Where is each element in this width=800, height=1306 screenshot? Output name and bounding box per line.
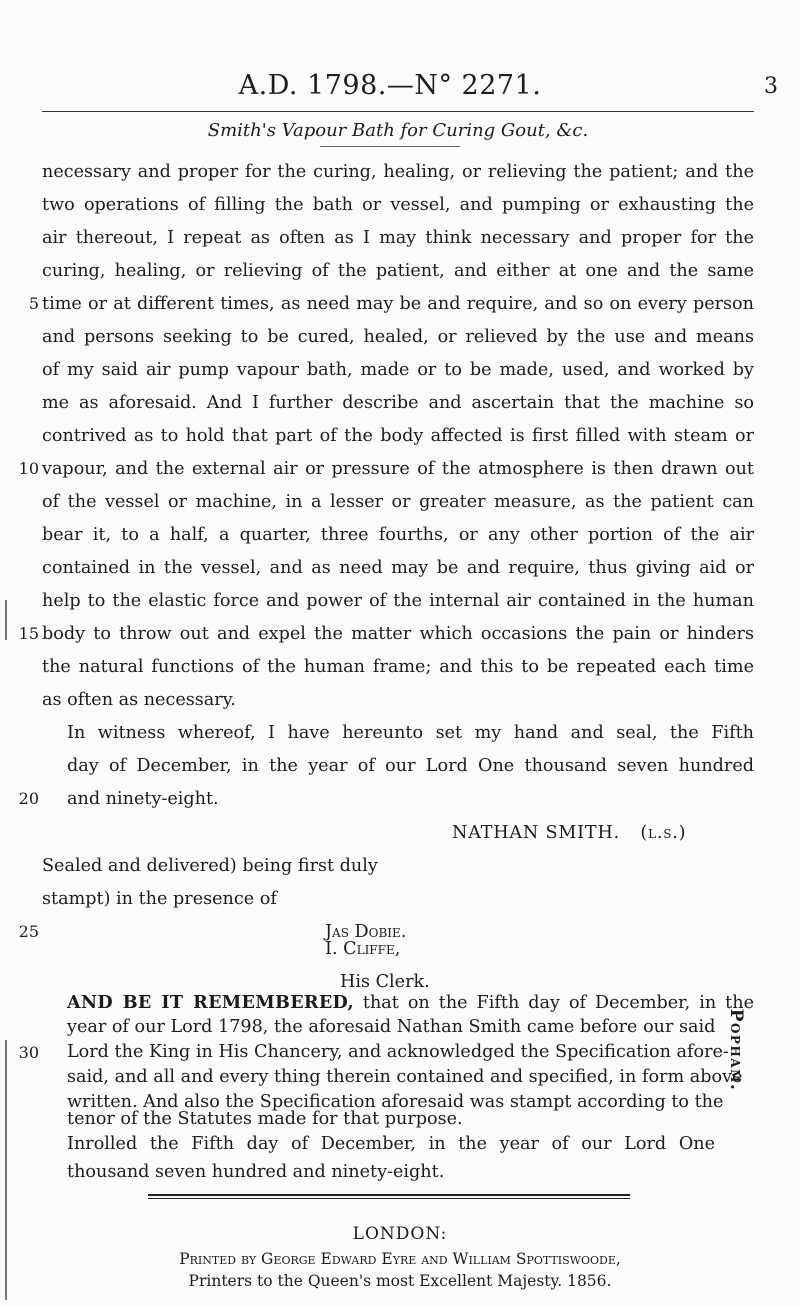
body-line: of my said air pump vapour bath, made or to be made, used, and worked by [42,360,754,380]
body-line: as often as necessary. [42,690,236,710]
remembrance-line: said, and all and every thing therein contained and specified, in form above [67,1067,743,1087]
line-number: 15 [18,624,39,643]
line-number: 20 [18,789,39,808]
witness-line: day of December, in the year of our Lord One thousand seven hundred [67,756,754,776]
body-line: bear it, to a half, a quarter, three fourths, or any other portion of the air [42,525,754,545]
signatory-name [452,820,686,846]
body-line: the natural functions of the human frame; and this to be repeated each time [42,657,754,677]
line-number: 5 [28,294,39,313]
signatory-name-text: NATHAN SMITH. [452,823,620,843]
remembrance-opening: AND BE IT REMEMBERED, [67,992,354,1013]
body-line: and persons seeking to be cured, healed, or relieved by the use and means [42,327,754,347]
body-line: curing, healing, or relieving of the patient, and either at one and the same [42,261,754,281]
body-line: contrived as to hold that part of the body affected is first filled with steam or [42,426,754,446]
body-line: two operations of filling the bath or vessel, and pumping or exhausting the [42,195,754,215]
witness-signature: I. Cliffe, [325,939,401,959]
remembrance-line [67,990,754,1016]
page-subtitle: Smith's Vapour Bath for Curing Gout, &c. [207,120,589,141]
header-rule [42,111,754,112]
body-line: help to the elastic force and power of the internal air contained in the human [42,591,754,611]
line-number: 25 [18,922,39,941]
imprint-place: LONDON: [352,1224,448,1244]
margin-note-text: Popham. [726,1008,746,1092]
remembrance-line: written. And also the Specification aforesaid was stampt according to the [67,1092,724,1112]
body-line: contained in the vessel, and as need may be and require, thus giving aid or [42,558,754,578]
body-line: time or at different times, as need may be and require, and so on every person [42,294,754,314]
body-line: necessary and proper for the curing, healing, or relieving the patient; and the [42,162,754,182]
seal-mark: (l.s.) [640,823,687,843]
line-number: 30 [18,1043,39,1062]
sealed-delivered-line: Sealed and delivered) being first duly [42,856,378,876]
inrolment-line: thousand seven hundred and ninety-eight. [67,1162,445,1182]
imprint-printer [0,1250,800,1268]
page-number: 3 [764,74,778,99]
body-line: me as aforesaid. And I further describe and ascertain that the machine so [42,393,754,413]
body-line: air thereout, I repeat as often as I may think necessary and proper for the [42,228,754,248]
witness-signature: Jas Dobie. [325,922,407,942]
remembrance-line: year of our Lord 1798, the aforesaid Nathan Smith came before our said [67,1017,716,1037]
margin-note [716,1000,756,1100]
witness-line: In witness whereof, I have hereunto set my hand and seal, the Fifth [67,723,754,743]
scan-edge-mark [5,600,7,640]
subtitle-rule [320,146,460,147]
remembrance-line-rest: that on the Fifth day of December, in the [353,993,754,1013]
witness-role: His Clerk. [340,972,430,992]
footer-rule-thin [148,1198,630,1199]
body-line: body to throw out and expel the matter which occasions the pain or hinders [42,624,754,644]
remembrance-line: tenor of the Statutes made for that purpose. [67,1109,463,1129]
witness-line: and ninety-eight. [67,789,219,809]
sealed-delivered-line: stampt) in the presence of [42,889,277,909]
line-number: 10 [18,459,39,478]
imprint-title: Printers to the Queen's most Excellent Majesty. 1856. [188,1272,612,1290]
inrolment-line: Inrolled the Fifth day of December, in the year of our Lord One [67,1134,715,1154]
body-line: vapour, and the external air or pressure of the atmosphere is then drawn out [42,459,754,479]
remembrance-line: Lord the King in His Chancery, and acknowledged the Specification afore- [67,1042,729,1062]
footer-rule [148,1194,630,1196]
imprint-printer-text: Printed by George Edward Eyre and William Spottiswoode, [179,1250,621,1268]
running-head: A.D. 1798.—N° 2271. [238,70,542,101]
body-line: of the vessel or machine, in a lesser or greater measure, as the patient can [42,492,754,512]
